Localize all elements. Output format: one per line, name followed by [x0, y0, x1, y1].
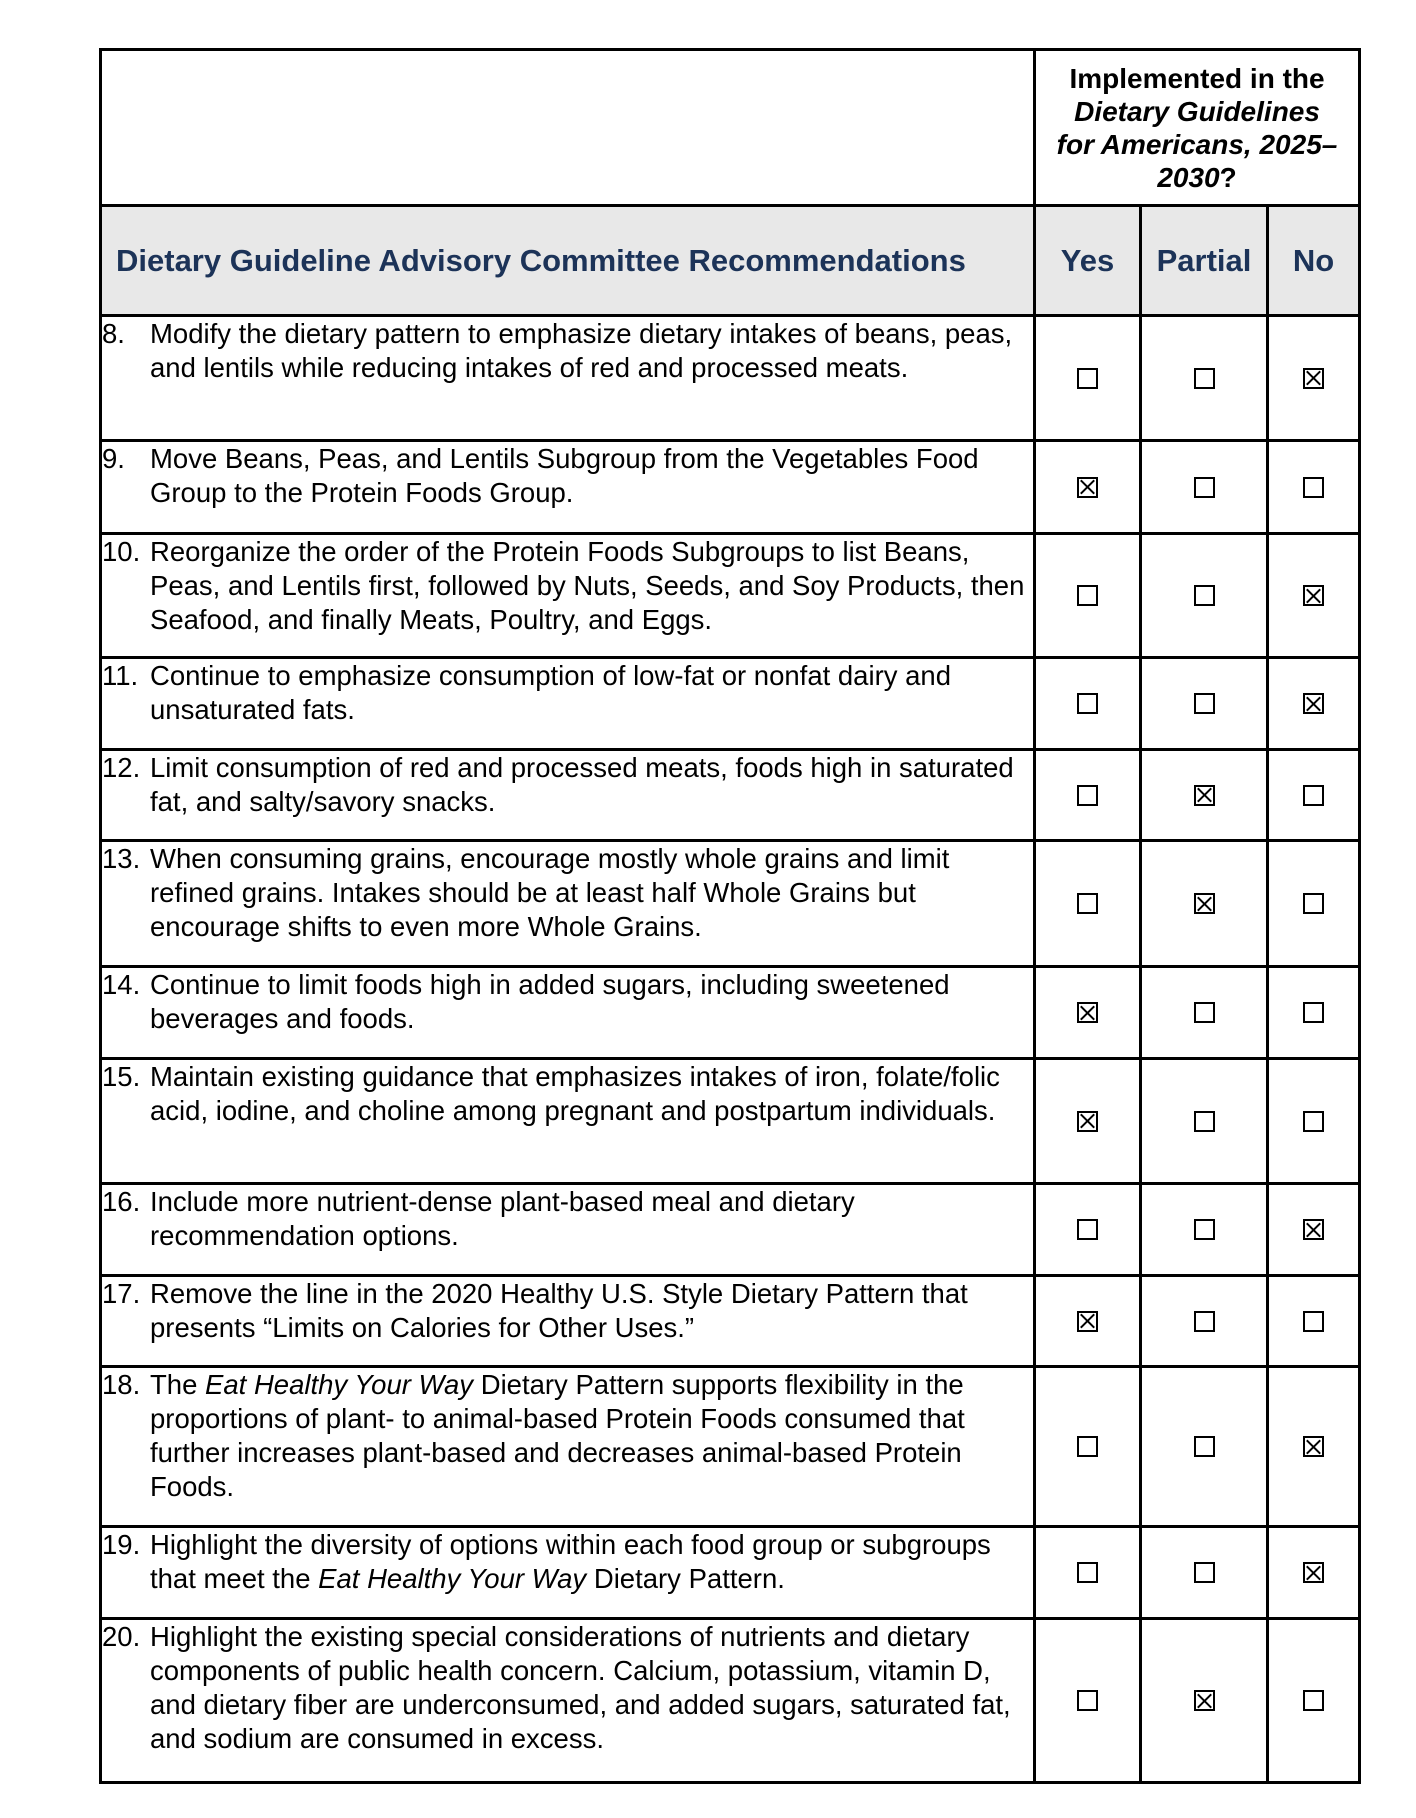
- table-row: [101, 1619, 1360, 1783]
- checkbox-cell-no: [1268, 441, 1360, 534]
- checkbox-cell-partial: [1141, 967, 1268, 1059]
- recommendation-text-italic: Eat Healthy Your Way: [205, 1369, 474, 1400]
- empty-checkbox-icon[interactable]: [1077, 785, 1098, 806]
- checkbox-cell-partial: [1141, 658, 1268, 750]
- recommendation-cell: [101, 1276, 1035, 1367]
- recommendations-table: [99, 48, 1361, 1784]
- checkbox-cell-no: [1268, 750, 1360, 841]
- column-header-yes: Yes: [1035, 206, 1141, 316]
- recommendation-item: [102, 1060, 1033, 1128]
- recommendation-item: [102, 442, 1033, 510]
- recommendation-item: [102, 751, 1033, 819]
- recommendation-cell: [101, 1184, 1035, 1276]
- recommendation-cell: [101, 1059, 1035, 1184]
- empty-checkbox-icon[interactable]: [1194, 477, 1215, 498]
- recommendation-cell: [101, 1619, 1035, 1783]
- recommendation-number: 10.: [102, 536, 141, 567]
- recommendation-text-part: Limit consumption of red and processed meats, foods high in saturated fat, and salty/savory snacks.: [150, 752, 1014, 817]
- empty-checkbox-icon[interactable]: [1077, 893, 1098, 914]
- recommendation-cell: [101, 1367, 1035, 1527]
- empty-checkbox-icon[interactable]: [1303, 1311, 1324, 1332]
- checked-box-icon[interactable]: [1077, 1002, 1098, 1023]
- checkbox-cell-yes: [1035, 750, 1141, 841]
- empty-checkbox-icon[interactable]: [1077, 1219, 1098, 1240]
- checkbox-cell-yes: [1035, 1276, 1141, 1367]
- recommendation-text-part: Modify the dietary pattern to emphasize dietary intakes of beans, peas, and lentils while reducing intakes of red and processed meats.: [150, 318, 1013, 383]
- recommendation-cell: [101, 534, 1035, 658]
- recommendation-text: [150, 535, 1033, 637]
- recommendation-item: [102, 1620, 1033, 1756]
- empty-checkbox-icon[interactable]: [1194, 585, 1215, 606]
- checkbox-cell-no: [1268, 658, 1360, 750]
- checkbox-cell-no: [1268, 1367, 1360, 1527]
- recommendation-cell: [101, 1527, 1035, 1619]
- recommendation-number: 20.: [102, 1621, 141, 1652]
- recommendation-text-part: When consuming grains, encourage mostly whole grains and limit refined grains. Intakes should be at least half Whole Grains but encourage shifts to even more Whole Grains.: [150, 843, 950, 942]
- checked-box-icon[interactable]: [1077, 477, 1098, 498]
- recommendation-text-part: Dietary Pattern.: [586, 1563, 785, 1594]
- empty-checkbox-icon[interactable]: [1077, 1690, 1098, 1711]
- table-row: [101, 750, 1360, 841]
- empty-checkbox-icon[interactable]: [1194, 1002, 1215, 1023]
- recommendation-item: [102, 1185, 1033, 1253]
- table-row: [101, 967, 1360, 1059]
- checkbox-cell-yes: [1035, 441, 1141, 534]
- empty-checkbox-icon[interactable]: [1303, 477, 1324, 498]
- recommendation-text: [150, 842, 1033, 944]
- checkbox-cell-yes: [1035, 658, 1141, 750]
- checkbox-cell-no: [1268, 1527, 1360, 1619]
- empty-checkbox-icon[interactable]: [1077, 1436, 1098, 1457]
- recommendation-text-part: Maintain existing guidance that emphasizes intakes of iron, folate/folic acid, iodine, and choline among pregnant and postpartum individuals.: [150, 1061, 1000, 1126]
- table-row: [101, 1184, 1360, 1276]
- checkbox-cell-no: [1268, 1184, 1360, 1276]
- checkbox-cell-no: [1268, 841, 1360, 967]
- checked-box-icon[interactable]: [1194, 1690, 1215, 1711]
- table-row: [101, 441, 1360, 534]
- empty-checkbox-icon[interactable]: [1194, 1311, 1215, 1332]
- checkbox-cell-partial: [1141, 534, 1268, 658]
- checkbox-cell-no: [1268, 967, 1360, 1059]
- recommendation-cell: [101, 658, 1035, 750]
- recommendation-text-part: The: [150, 1369, 206, 1400]
- column-header-recommendations: Dietary Guideline Advisory Committee Recommendations: [101, 206, 1035, 316]
- recommendation-text: [150, 442, 1033, 510]
- checkbox-cell-no: [1268, 1276, 1360, 1367]
- checkbox-cell-partial: [1141, 1059, 1268, 1184]
- implemented-header-row: [101, 50, 1360, 206]
- checkbox-cell-yes: [1035, 316, 1141, 441]
- recommendation-item: [102, 317, 1033, 385]
- empty-checkbox-icon[interactable]: [1194, 1562, 1215, 1583]
- recommendation-cell: [101, 967, 1035, 1059]
- checkbox-cell-partial: [1141, 1367, 1268, 1527]
- recommendation-item: [102, 535, 1033, 637]
- checkbox-cell-yes: [1035, 1367, 1141, 1527]
- checkbox-cell-partial: [1141, 841, 1268, 967]
- recommendation-text-part: Continue to emphasize consumption of low-fat or nonfat dairy and unsaturated fats.: [150, 660, 952, 725]
- recommendation-text-part: Move Beans, Peas, and Lentils Subgroup from the Vegetables Food Group to the Protein Foods Group.: [150, 443, 979, 508]
- recommendation-item: [102, 968, 1033, 1036]
- empty-checkbox-icon[interactable]: [1194, 1111, 1215, 1132]
- checkbox-cell-no: [1268, 1059, 1360, 1184]
- implemented-header-line3: for Americans, 2025–: [1056, 128, 1338, 160]
- recommendation-text-part: Highlight the diversity of options within each food group or subgroups that meet the: [150, 1529, 991, 1594]
- recommendations-body: [101, 316, 1360, 1783]
- checkbox-cell-yes: [1035, 1527, 1141, 1619]
- implemented-header-qmark: ?: [1219, 161, 1237, 193]
- recommendation-text: [150, 751, 1033, 819]
- recommendation-number: 17.: [102, 1278, 141, 1309]
- implemented-header-line2: Dietary Guidelines: [1074, 95, 1320, 127]
- checkbox-cell-yes: [1035, 967, 1141, 1059]
- recommendation-number: 18.: [102, 1369, 141, 1400]
- implemented-header-line1: Implemented in the: [1069, 62, 1325, 94]
- empty-checkbox-icon[interactable]: [1303, 893, 1324, 914]
- recommendation-text-part: Dietary Pattern supports flexibility in the proportions of plant- to animal-based Protein Foods consumed that further increases plant-based and decreases animal-based Protein Foods.: [150, 1369, 965, 1502]
- empty-checkbox-icon[interactable]: [1194, 368, 1215, 389]
- checkbox-cell-partial: [1141, 750, 1268, 841]
- checked-box-icon[interactable]: [1303, 1436, 1324, 1457]
- checked-box-icon[interactable]: [1077, 1311, 1098, 1332]
- table-row: [101, 841, 1360, 967]
- recommendation-text: [150, 317, 1033, 385]
- recommendation-text-part: Include more nutrient-dense plant-based meal and dietary recommendation options.: [150, 1186, 855, 1251]
- table-row: [101, 658, 1360, 750]
- table-row: [101, 534, 1360, 658]
- checked-box-icon[interactable]: [1303, 1562, 1324, 1583]
- recommendation-text: [150, 1060, 1033, 1128]
- recommendation-item: [102, 1277, 1033, 1345]
- checkbox-cell-partial: [1141, 1619, 1268, 1783]
- empty-checkbox-icon[interactable]: [1303, 1002, 1324, 1023]
- implemented-header: [1035, 50, 1360, 206]
- recommendation-text-italic: Eat Healthy Your Way: [318, 1563, 587, 1594]
- empty-checkbox-icon[interactable]: [1303, 1690, 1324, 1711]
- checked-box-icon[interactable]: [1303, 1219, 1324, 1240]
- recommendation-text-part: Reorganize the order of the Protein Foods Subgroups to list Beans, Peas, and Lentils first, followed by Nuts, Seeds, and Soy Products, then Seafood, and finally Meats, Poultry, and Eggs.: [150, 536, 1025, 635]
- recommendation-number: 9.: [102, 443, 125, 474]
- checked-box-icon[interactable]: [1303, 585, 1324, 606]
- recommendation-item: [102, 1528, 1033, 1596]
- recommendation-cell: [101, 441, 1035, 534]
- recommendation-text-part: Continue to limit foods high in added sugars, including sweetened beverages and foods.: [150, 969, 950, 1034]
- recommendation-text: [150, 1368, 1033, 1504]
- table-row: [101, 1527, 1360, 1619]
- recommendation-cell: [101, 841, 1035, 967]
- empty-checkbox-icon[interactable]: [1303, 1111, 1324, 1132]
- checked-box-icon[interactable]: [1303, 368, 1324, 389]
- empty-checkbox-icon[interactable]: [1194, 1219, 1215, 1240]
- empty-checkbox-icon[interactable]: [1077, 585, 1098, 606]
- checkbox-cell-partial: [1141, 316, 1268, 441]
- recommendation-cell: [101, 316, 1035, 441]
- recommendation-item: [102, 842, 1033, 944]
- checkbox-cell-yes: [1035, 534, 1141, 658]
- recommendation-number: 19.: [102, 1529, 141, 1560]
- checkbox-cell-partial: [1141, 1276, 1268, 1367]
- recommendation-text-part: Remove the line in the 2020 Healthy U.S. Style Dietary Pattern that presents “Limits on Calories for Other Uses.”: [150, 1278, 968, 1343]
- recommendation-text: [150, 1620, 1033, 1756]
- empty-checkbox-icon[interactable]: [1077, 368, 1098, 389]
- recommendation-number: 13.: [102, 843, 141, 874]
- checkbox-cell-no: [1268, 1619, 1360, 1783]
- checked-box-icon[interactable]: [1194, 785, 1215, 806]
- checkbox-cell-partial: [1141, 1527, 1268, 1619]
- recommendation-cell: [101, 750, 1035, 841]
- empty-checkbox-icon[interactable]: [1303, 785, 1324, 806]
- empty-checkbox-icon[interactable]: [1194, 1436, 1215, 1457]
- checkbox-cell-partial: [1141, 441, 1268, 534]
- recommendation-text: [150, 968, 1033, 1036]
- recommendation-number: 14.: [102, 969, 141, 1000]
- column-header-row: [101, 206, 1360, 316]
- recommendation-text: [150, 659, 1033, 727]
- checkbox-cell-no: [1268, 534, 1360, 658]
- checkbox-cell-yes: [1035, 1184, 1141, 1276]
- column-header-partial: Partial: [1141, 206, 1268, 316]
- implemented-header-line4: 2030: [1157, 161, 1220, 193]
- checked-box-icon[interactable]: [1194, 893, 1215, 914]
- recommendation-text: [150, 1277, 1033, 1345]
- recommendation-text-part: Highlight the existing special considerations of nutrients and dietary components of public health concern. Calcium, potassium, vitamin D, and dietary fiber are underconsumed, and added sugars, saturated fat, and sodium are consumed in excess.: [150, 1621, 1011, 1754]
- column-header-no: No: [1268, 206, 1360, 316]
- empty-checkbox-icon[interactable]: [1077, 1562, 1098, 1583]
- table-row: [101, 1276, 1360, 1367]
- checkbox-cell-yes: [1035, 1619, 1141, 1783]
- recommendation-item: [102, 1368, 1033, 1504]
- checkbox-cell-partial: [1141, 1184, 1268, 1276]
- recommendation-text: [150, 1528, 1033, 1596]
- recommendation-number: 8.: [102, 318, 125, 349]
- recommendation-text: [150, 1185, 1033, 1253]
- table-row: [101, 1059, 1360, 1184]
- checkbox-cell-no: [1268, 316, 1360, 441]
- empty-checkbox-icon[interactable]: [1194, 693, 1215, 714]
- empty-checkbox-icon[interactable]: [1077, 693, 1098, 714]
- table-row: [101, 1367, 1360, 1527]
- recommendation-number: 12.: [102, 752, 141, 783]
- recommendation-number: 16.: [102, 1186, 141, 1217]
- checked-box-icon[interactable]: [1077, 1111, 1098, 1132]
- recommendation-number: 15.: [102, 1061, 141, 1092]
- blank-corner-cell: [101, 50, 1035, 206]
- checked-box-icon[interactable]: [1303, 693, 1324, 714]
- table-row: [101, 316, 1360, 441]
- recommendation-item: [102, 659, 1033, 727]
- checkbox-cell-yes: [1035, 841, 1141, 967]
- checkbox-cell-yes: [1035, 1059, 1141, 1184]
- recommendation-number: 11.: [102, 660, 139, 691]
